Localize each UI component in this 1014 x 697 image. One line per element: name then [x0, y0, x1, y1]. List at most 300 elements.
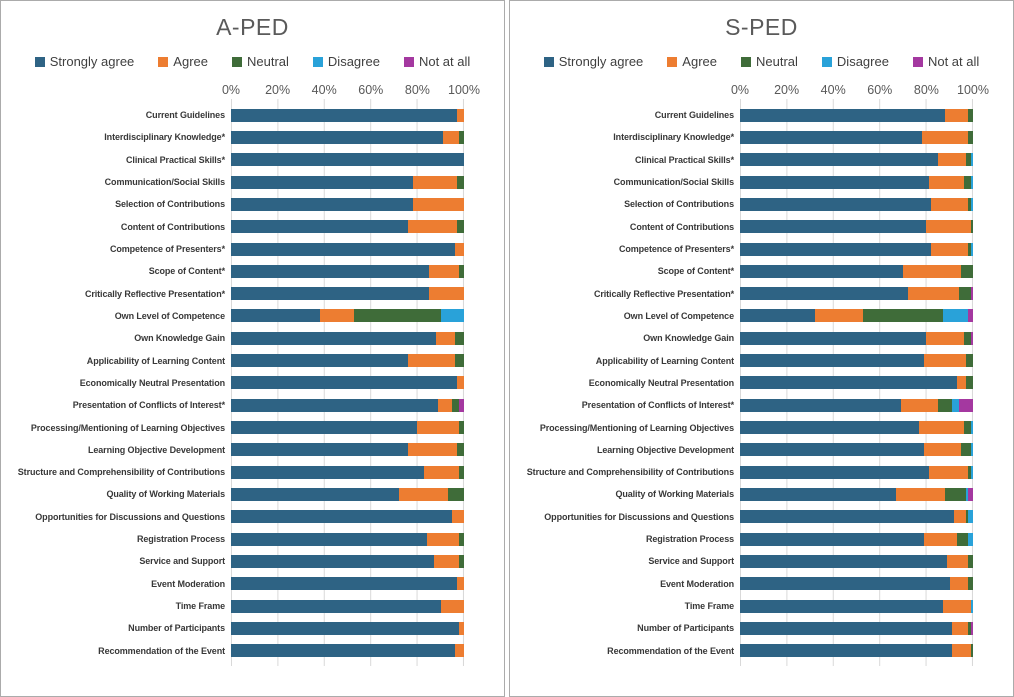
bar-segment-agree [408, 354, 455, 367]
bar-track [740, 332, 973, 345]
bar-segment-strongly-agree [231, 510, 452, 523]
bar-track [231, 376, 464, 389]
axis-tick-label: 80% [913, 83, 939, 97]
bar-track [231, 399, 464, 412]
bar-track [740, 577, 973, 590]
bar-track [740, 443, 973, 456]
bar-segment-strongly-agree [740, 198, 931, 211]
bar-segment-neutral [459, 421, 464, 434]
bar-track [231, 265, 464, 278]
bar-segment-neutral [966, 354, 973, 367]
bar-row [1, 372, 504, 394]
bar-segment-neutral [971, 220, 973, 233]
bar-track [740, 622, 973, 635]
bar-segment-neutral [945, 488, 966, 501]
category-label: Registration Process [645, 534, 734, 545]
bar-track [740, 600, 973, 613]
category-label: Scope of Content* [657, 266, 734, 277]
category-label: Scope of Content* [148, 266, 225, 277]
bar-track [231, 421, 464, 434]
bar-segment-strongly-agree [740, 488, 896, 501]
category-label: Selection of Contributions [115, 199, 225, 210]
legend-item-agree [667, 54, 717, 69]
bar-segment-agree [455, 644, 464, 657]
category-label: Number of Participants [637, 623, 734, 634]
legend-swatch-icon [741, 57, 751, 67]
bar-track [740, 198, 973, 211]
bar-segment-strongly-agree [231, 622, 459, 635]
bar-segment-strongly-agree [231, 243, 455, 256]
bar-segment-agree [408, 220, 457, 233]
axis-tick-label: 100% [448, 83, 480, 97]
x-axis [730, 83, 989, 98]
legend-item-disagree [313, 54, 380, 69]
bar-segment-disagree [968, 510, 973, 523]
bar-segment-agree [926, 332, 963, 345]
legend-swatch-icon [158, 57, 168, 67]
bar-segment-agree [429, 287, 464, 300]
bar-row [1, 126, 504, 148]
bar-row [1, 283, 504, 305]
plot-area [510, 104, 1013, 662]
bar-segment-strongly-agree [740, 354, 924, 367]
legend-swatch-icon [913, 57, 923, 67]
plot-area [1, 104, 504, 662]
bar-track [231, 600, 464, 613]
category-label: Learning Objective Development [87, 444, 225, 455]
bar-segment-strongly-agree [231, 466, 424, 479]
bar-segment-strongly-agree [231, 220, 408, 233]
bar-track [740, 309, 973, 322]
category-label: Critically Reflective Presentation* [84, 288, 225, 299]
bar-segment-neutral [459, 466, 464, 479]
bar-row [1, 573, 504, 595]
bar-row [1, 506, 504, 528]
bar-segment-strongly-agree [231, 354, 408, 367]
bar-segment-strongly-agree [740, 443, 924, 456]
bar-segment-agree [408, 443, 457, 456]
bar-track [231, 466, 464, 479]
category-label: Time Frame [175, 601, 225, 612]
bar-track [740, 153, 973, 166]
bar-track [740, 466, 973, 479]
bar-row [1, 216, 504, 238]
bar-row [1, 193, 504, 215]
legend-item-neutral [232, 54, 289, 69]
category-label: Recommendation of the Event [607, 645, 734, 656]
bar-track [231, 243, 464, 256]
bar-segment-strongly-agree [740, 332, 926, 345]
legend-item-strongly-agree [35, 54, 135, 69]
bar-segment-strongly-agree [231, 533, 427, 546]
bar-segment-agree [436, 332, 455, 345]
bar-segment-strongly-agree [740, 176, 929, 189]
bar-segment-agree [455, 243, 464, 256]
bar-row [510, 372, 1013, 394]
bar-segment-agree [417, 421, 459, 434]
legend-swatch-icon [544, 57, 554, 67]
bar-segment-neutral [459, 533, 464, 546]
bar-track [231, 176, 464, 189]
axis-tick-label: 60% [358, 83, 384, 97]
bar-segment-strongly-agree [740, 243, 931, 256]
bar-segment-strongly-agree [231, 265, 429, 278]
bar-segment-disagree [952, 399, 959, 412]
bar-track [740, 176, 973, 189]
category-label: Communication/Social Skills [104, 177, 225, 188]
bar-segment-strongly-agree [740, 577, 950, 590]
bar-segment-disagree [971, 176, 973, 189]
category-label: Time Frame [684, 601, 734, 612]
category-label: Learning Objective Development [596, 444, 734, 455]
bar-segment-agree [947, 555, 968, 568]
bar-segment-neutral [961, 443, 970, 456]
bar-segment-disagree [971, 198, 973, 211]
category-label: Own Level of Competence [114, 310, 225, 321]
bar-track [231, 622, 464, 635]
bar-segment-agree [459, 622, 464, 635]
bar-track [231, 131, 464, 144]
category-label: Economically Neutral Presentation [79, 377, 225, 388]
category-label: Event Moderation [151, 578, 225, 589]
category-label: Opportunities for Discussions and Questions [35, 511, 225, 522]
bar-track [740, 488, 973, 501]
bar-segment-agree [320, 309, 355, 322]
legend-label: Strongly agree [558, 54, 644, 69]
bar-segment-agree [922, 131, 969, 144]
axis-tick-label: 100% [957, 83, 989, 97]
bar-segment-agree [441, 600, 464, 613]
bar-segment-agree [413, 198, 464, 211]
bar-segment-disagree [971, 243, 973, 256]
bar-row [1, 305, 504, 327]
bar-segment-agree [903, 265, 961, 278]
bar-segment-neutral [457, 220, 464, 233]
category-label: Current Guidelines [145, 110, 225, 121]
bar-segment-strongly-agree [740, 109, 945, 122]
bar-segment-strongly-agree [231, 443, 408, 456]
bar-segment-strongly-agree [740, 376, 957, 389]
bar-row [510, 461, 1013, 483]
bar-track [740, 354, 973, 367]
bar-track [740, 421, 973, 434]
bar-track [231, 510, 464, 523]
bar-segment-not-at-all [959, 399, 973, 412]
bar-segment-strongly-agree [231, 577, 457, 590]
category-label: Communication/Social Skills [613, 177, 734, 188]
bar-segment-strongly-agree [740, 644, 952, 657]
bar-track [740, 131, 973, 144]
bar-track [231, 332, 464, 345]
bar-track [231, 644, 464, 657]
bar-row [510, 260, 1013, 282]
axis-tick-label: 80% [404, 83, 430, 97]
category-label: Number of Participants [128, 623, 225, 634]
bar-track [231, 577, 464, 590]
category-label: Registration Process [136, 534, 225, 545]
category-label: Own Knowledge Gain [134, 333, 225, 344]
x-axis [221, 83, 480, 98]
legend-label: Not at all [418, 54, 471, 69]
bar-segment-neutral [964, 332, 971, 345]
bar-segment-agree [434, 555, 460, 568]
bar-segment-strongly-agree [231, 309, 320, 322]
bar-segment-neutral [459, 131, 464, 144]
category-label: Applicability of Learning Content [86, 355, 225, 366]
bar-segment-agree [931, 243, 968, 256]
bar-segment-neutral [959, 287, 971, 300]
bar-row [1, 617, 504, 639]
legend-label: Strongly agree [49, 54, 135, 69]
category-label: Content of Contributions [120, 221, 225, 232]
bar-segment-neutral [457, 176, 464, 189]
bar-row [510, 550, 1013, 572]
bar-segment-agree [929, 176, 964, 189]
category-label: Own Knowledge Gain [643, 333, 734, 344]
category-label: Current Guidelines [654, 110, 734, 121]
bar-segment-agree [399, 488, 448, 501]
bar-segment-disagree [943, 309, 969, 322]
bar-segment-neutral [968, 555, 973, 568]
bar-segment-disagree [971, 466, 973, 479]
bar-segment-agree [815, 309, 864, 322]
bar-segment-agree [924, 443, 961, 456]
bar-row [1, 260, 504, 282]
bar-segment-neutral [971, 644, 973, 657]
bar-track [231, 309, 464, 322]
bar-segment-agree [952, 622, 968, 635]
bar-row [1, 394, 504, 416]
bar-row [510, 327, 1013, 349]
bar-rows [510, 104, 1013, 662]
bar-track [740, 510, 973, 523]
bar-row [1, 550, 504, 572]
legend-swatch-icon [822, 57, 832, 67]
bar-segment-strongly-agree [231, 287, 429, 300]
bar-segment-agree [457, 577, 464, 590]
chart-panel-a-ped [0, 0, 505, 697]
bar-track [231, 153, 464, 166]
bar-segment-strongly-agree [231, 399, 438, 412]
legend-swatch-icon [667, 57, 677, 67]
axis-tick-label: 0% [730, 83, 750, 97]
legend-swatch-icon [313, 57, 323, 67]
bar-row [510, 595, 1013, 617]
category-label: Processing/Mentioning of Learning Objectives [30, 422, 225, 433]
legend-label: Not at all [927, 54, 980, 69]
bar-segment-strongly-agree [740, 600, 943, 613]
legend-item-not-at-all [913, 54, 979, 69]
chart-title: A-PED [216, 14, 289, 40]
bar-track [740, 287, 973, 300]
bar-track [231, 488, 464, 501]
category-label: Structure and Comprehensibility of Contributions [17, 467, 225, 478]
bar-segment-neutral [459, 265, 464, 278]
bar-row [510, 416, 1013, 438]
bar-segment-strongly-agree [231, 198, 413, 211]
category-label: Competence of Presenters* [109, 244, 225, 255]
bar-segment-neutral [968, 577, 973, 590]
bar-segment-strongly-agree [740, 533, 924, 546]
bar-segment-agree [919, 421, 963, 434]
category-label: Presentation of Conflicts of Interest* [72, 400, 225, 411]
bar-segment-agree [457, 109, 464, 122]
bar-row [510, 394, 1013, 416]
category-label: Clinical Practical Skills* [635, 154, 734, 165]
bar-segment-neutral [957, 533, 969, 546]
bar-segment-disagree [968, 533, 973, 546]
category-label: Economically Neutral Presentation [588, 377, 734, 388]
chart-title: S-PED [725, 14, 798, 40]
category-label: Applicability of Learning Content [595, 355, 734, 366]
category-label: Content of Contributions [629, 221, 734, 232]
bar-row [1, 483, 504, 505]
bar-segment-agree [950, 577, 969, 590]
bar-segment-strongly-agree [231, 421, 417, 434]
bar-row [510, 506, 1013, 528]
legend-label: Disagree [836, 54, 889, 69]
bar-segment-strongly-agree [740, 265, 903, 278]
bar-segment-neutral [961, 265, 973, 278]
bar-row [1, 149, 504, 171]
bar-segment-strongly-agree [740, 220, 926, 233]
bar-track [231, 555, 464, 568]
bar-segment-agree [457, 376, 464, 389]
bar-segment-agree [413, 176, 457, 189]
bar-segment-not-at-all [968, 488, 973, 501]
axis-tick-label: 40% [820, 83, 846, 97]
bar-row [510, 104, 1013, 126]
bar-segment-strongly-agree [231, 555, 434, 568]
category-label: Critically Reflective Presentation* [593, 288, 734, 299]
chart-panel-s-ped [509, 0, 1014, 697]
bar-row [510, 126, 1013, 148]
bar-segment-neutral [863, 309, 942, 322]
bar-segment-agree [926, 220, 970, 233]
category-label: Selection of Contributions [624, 199, 734, 210]
legend-item-agree [158, 54, 208, 69]
bar-rows [1, 104, 504, 662]
bar-segment-agree [943, 600, 971, 613]
bar-row [510, 483, 1013, 505]
bar-track [231, 109, 464, 122]
bar-row [1, 171, 504, 193]
category-label: Clinical Practical Skills* [126, 154, 225, 165]
bar-row [1, 461, 504, 483]
legend [1, 54, 504, 69]
bar-track [231, 287, 464, 300]
bar-segment-agree [938, 153, 966, 166]
bar-segment-agree [427, 533, 460, 546]
bar-row [1, 595, 504, 617]
bar-row [510, 528, 1013, 550]
bar-segment-neutral [968, 131, 973, 144]
bar-segment-agree [954, 510, 966, 523]
bar-segment-disagree [971, 153, 973, 166]
bar-segment-strongly-agree [231, 153, 464, 166]
axis-tick-label: 0% [221, 83, 241, 97]
bar-segment-neutral [354, 309, 440, 322]
legend-swatch-icon [404, 57, 414, 67]
bar-segment-agree [924, 533, 957, 546]
category-label: Structure and Comprehensibility of Contributions [526, 467, 734, 478]
category-label: Event Moderation [660, 578, 734, 589]
category-label: Service and Support [648, 556, 734, 567]
bar-segment-strongly-agree [231, 488, 399, 501]
legend-label: Neutral [756, 54, 798, 69]
bar-track [231, 533, 464, 546]
bar-segment-agree [929, 466, 969, 479]
bar-row [1, 104, 504, 126]
bar-segment-agree [452, 510, 464, 523]
bar-track [740, 533, 973, 546]
category-label: Interdisciplinary Knowledge* [104, 132, 225, 143]
bar-segment-neutral [452, 399, 459, 412]
bar-row [510, 349, 1013, 371]
category-label: Recommendation of the Event [98, 645, 225, 656]
bar-track [740, 109, 973, 122]
bar-segment-strongly-agree [231, 176, 413, 189]
bar-track [740, 220, 973, 233]
category-label: Own Level of Competence [623, 310, 734, 321]
bar-segment-not-at-all [971, 332, 973, 345]
axis-tick-label: 60% [867, 83, 893, 97]
bar-segment-agree [957, 376, 966, 389]
bar-row [510, 193, 1013, 215]
bar-track [740, 265, 973, 278]
axis-tick-label: 20% [774, 83, 800, 97]
legend-label: Disagree [327, 54, 380, 69]
legend-swatch-icon [35, 57, 45, 67]
bar-track [740, 399, 973, 412]
bar-segment-strongly-agree [231, 600, 441, 613]
bar-segment-strongly-agree [231, 332, 436, 345]
bar-segment-agree [908, 287, 959, 300]
bar-segment-not-at-all [971, 622, 973, 635]
bar-segment-strongly-agree [740, 287, 908, 300]
bar-row [1, 238, 504, 260]
bar-segment-agree [443, 131, 459, 144]
bar-segment-neutral [938, 399, 952, 412]
category-label: Quality of Working Materials [106, 489, 225, 500]
bar-row [1, 349, 504, 371]
bar-segment-strongly-agree [231, 644, 455, 657]
bar-row [510, 305, 1013, 327]
category-label: Competence of Presenters* [618, 244, 734, 255]
bar-segment-neutral [968, 109, 973, 122]
bar-segment-neutral [964, 176, 971, 189]
legend-item-disagree [822, 54, 889, 69]
bar-segment-disagree [971, 443, 973, 456]
legend-label: Agree [682, 54, 717, 69]
bar-row [510, 238, 1013, 260]
bar-track [231, 443, 464, 456]
bar-row [510, 171, 1013, 193]
legend-item-strongly-agree [544, 54, 644, 69]
bar-segment-agree [952, 644, 971, 657]
bar-segment-agree [424, 466, 459, 479]
bar-track [740, 555, 973, 568]
bar-segment-strongly-agree [740, 421, 919, 434]
bar-segment-not-at-all [968, 309, 973, 322]
bar-row [1, 439, 504, 461]
bar-segment-agree [901, 399, 938, 412]
bar-track [231, 354, 464, 367]
bar-segment-neutral [966, 376, 973, 389]
bar-segment-strongly-agree [231, 131, 443, 144]
axis-tick-label: 40% [311, 83, 337, 97]
bar-row [510, 149, 1013, 171]
